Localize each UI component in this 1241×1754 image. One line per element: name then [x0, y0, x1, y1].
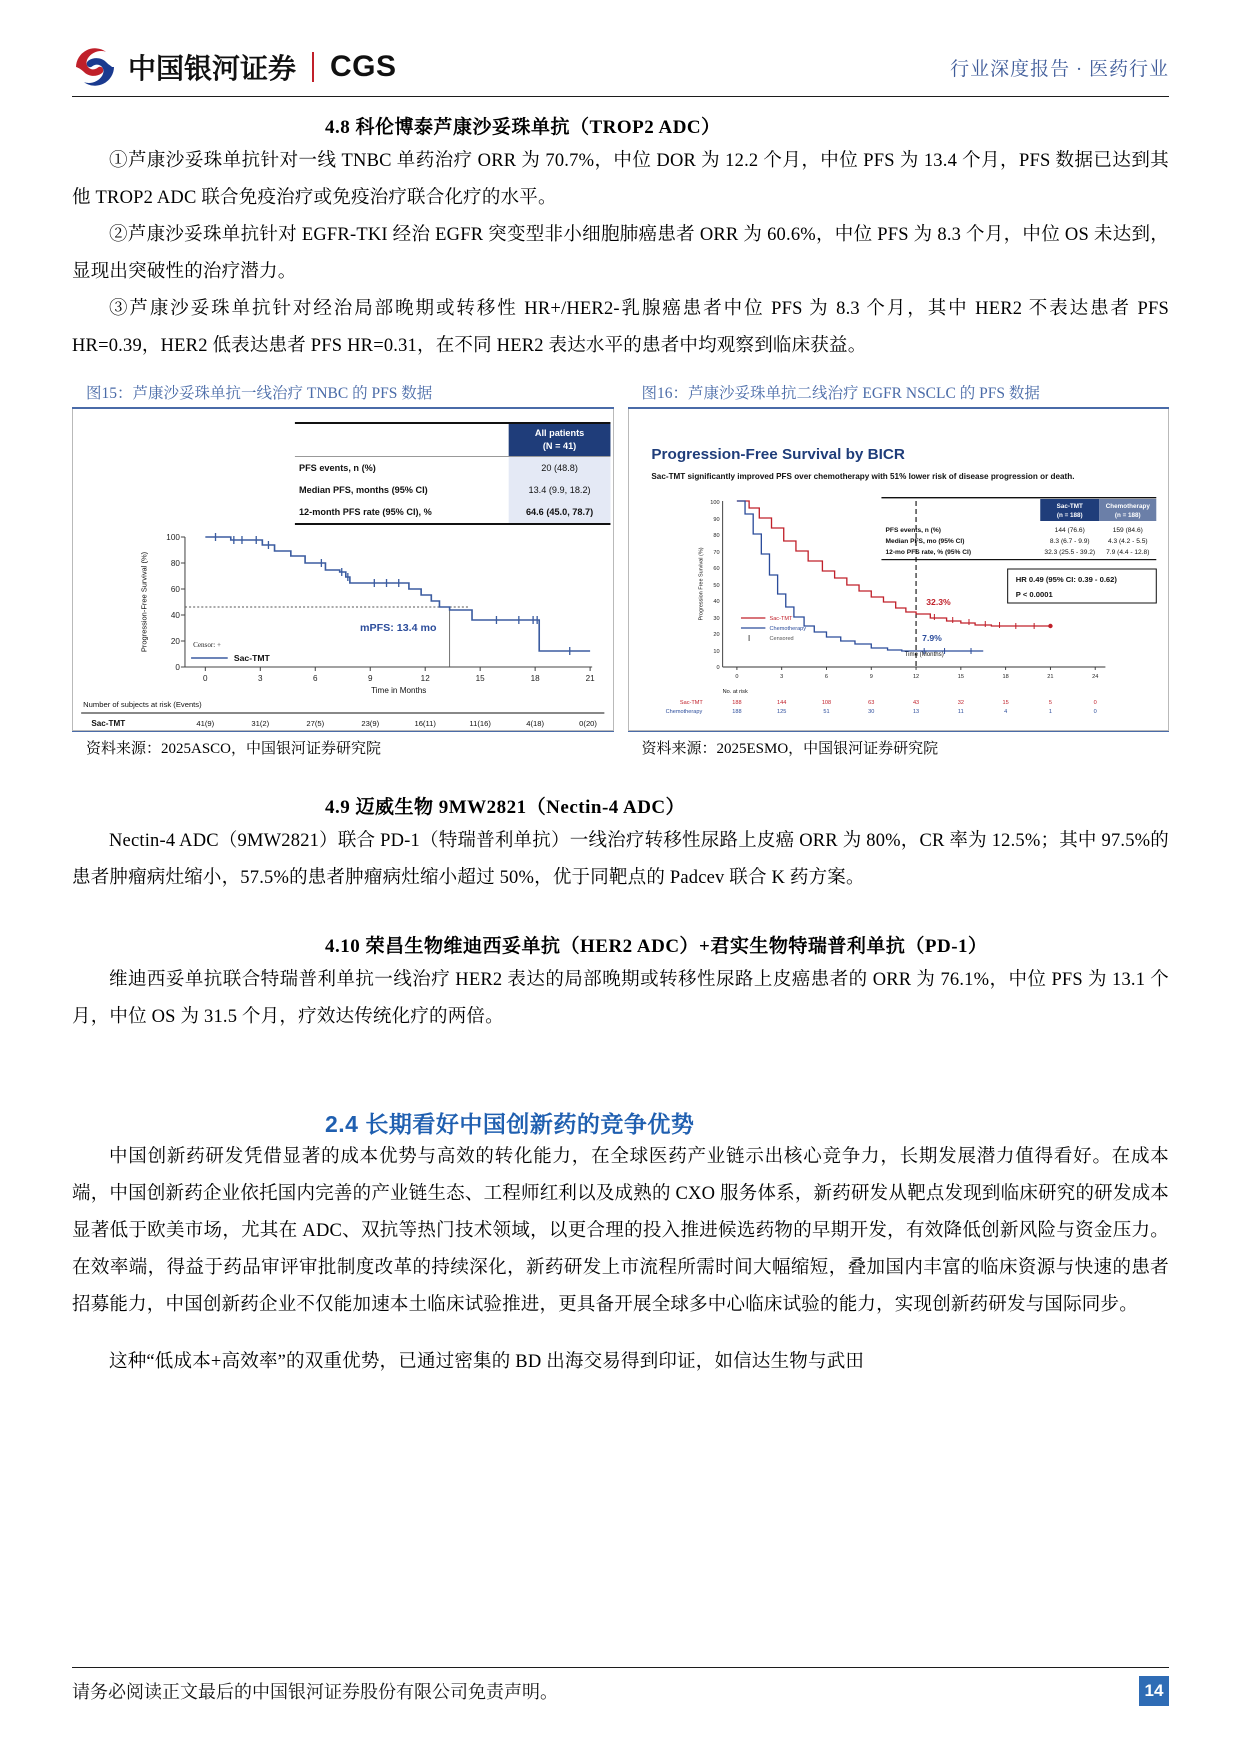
- fig16-legend-sactmt: Sac-TMT: [768, 616, 792, 622]
- spacer-before-2-4-b: [72, 1086, 1169, 1106]
- paragraph-2-4-1: 中国创新药研发凭借显著的成本优势与高效的转化能力，在全球医药产业链示出核心竞争力，长期发展潜力值得看好。在成本端，中国创新药企业依托国内完善的产业链生态、工程师红利以及成熟的 CXO 服务体系，新药研发从靶点发现到临床研究的研发成本显著低于欧美市场，尤其在 ADC、双抗等热门技术领域，以更合理的投入推进候选药物的早期开发，有效降低创新风险与资金压力。在效率端，得益于药品审评审批制度改革的持续深化，新药研发上市流程所需时间大幅缩短，叠加国内丰富的临床资源与快速的患者招募能力，中国创新药企业不仅能加速本土临床试验推进，更具备开展全球多中心临床试验的能力，实现创新药研发与国际同步。: [72, 1147, 1169, 1315]
- fig16-ytick-50: 50: [712, 583, 720, 589]
- fig15-table-colhead-l2: (N = 41): [542, 441, 577, 451]
- page-header: [72, 38, 1169, 96]
- fig15-ytick-0: 0: [175, 663, 180, 672]
- fig15-risk-v5: 11(16): [469, 719, 491, 728]
- fig16-row-1-v2: 4.3 (4.2 - 5.5): [1107, 538, 1148, 545]
- fig16-legend-censored: Censored: [768, 636, 794, 642]
- footer-divider: [72, 1667, 1169, 1668]
- fig15-ytick-80: 80: [170, 559, 180, 568]
- fig16-risk-r0-v8: 0: [1093, 700, 1097, 706]
- fig16-xtick-6: 6: [824, 674, 828, 680]
- section-heading-4-10: 4.10 荣昌生物维迪西妥单抗（HER2 ADC）+君实生物特瑞普利单抗（PD-1）: [325, 936, 988, 957]
- fig16-ytick-70: 70: [712, 550, 720, 556]
- paragraph-2-4-2: 这种“低成本+高效率”的双重优势，已通过密集的 BD 出海交易得到印证，如信达生物与武田: [109, 1352, 865, 1372]
- fig16-ytick-40: 40: [712, 599, 720, 605]
- fig16-xtick-24: 24: [1091, 674, 1098, 680]
- fig16-xtick-9: 9: [869, 674, 873, 680]
- fig16-risk-r1-v3: 30: [867, 709, 874, 715]
- fig16-annotation-323: 32.3%: [925, 597, 951, 607]
- fig15-risk-v0: 41(9): [196, 719, 215, 728]
- fig16-xtick-15: 15: [957, 674, 964, 680]
- fig16-risk-r0-v6: 15: [1002, 700, 1009, 706]
- fig16-risk-r1-v5: 11: [957, 709, 964, 715]
- fig15-ytick-100: 100: [166, 533, 180, 542]
- fig16-legend-chemo: Chemotherapy: [768, 626, 806, 632]
- fig15-legend-sactmt: Sac-TMT: [233, 653, 270, 663]
- paragraph-4-8-1: ①芦康沙妥珠单抗针对一线 TNBC 单药治疗 ORR 为 70.7%，中位 DOR 为 12.2 个月，中位 PFS 为 13.4 个月，PFS 数据已达到其他 TROP2 ADC 联合免疫治疗或免疫治疗联合化疗的水平。: [72, 151, 1169, 208]
- paragraph-4-8-3: ③芦康沙妥珠单抗针对经治局部晚期或转移性 HR+/HER2-乳腺癌患者中位 PFS 为 8.3 个月，其中 HER2 不表达患者 PFS HR=0.39，HER2 低表达患者 PFS HR=0.31，在不同 HER2 表达水平的患者中均观察到临床获益。: [72, 299, 1169, 356]
- galaxy-securities-logo-icon: [72, 44, 118, 90]
- fig16-row-1-label: Median PFS, mo (95% CI): [885, 538, 964, 545]
- fig15-xaxis-label: Time in Months: [371, 686, 427, 695]
- paragraph-4-9-1: Nectin-4 ADC（9MW2821）联合 PD-1（特瑞普利单抗）一线治疗转移性尿路上皮癌 ORR 为 80%，CR 率为 12.5%；其中 97.5%的患者肿瘤病灶缩小，57.5%的患者肿瘤病灶缩小超过 50%，优于同靶点的 Padcev 联合 K 药方案。: [72, 831, 1169, 888]
- brand-name-cn: 中国银河证券: [128, 53, 297, 84]
- fig16-risk-r0-v2: 108: [821, 700, 831, 706]
- fig15-row-0-value: 20 (48.8): [541, 463, 578, 473]
- section-heading-2-4: 2.4 长期看好中国创新药的竞争优势: [325, 1111, 695, 1137]
- fig16-risk-r0-v7: 5: [1048, 700, 1052, 706]
- fig15-risk-v3: 23(9): [361, 719, 380, 728]
- brand-divider: [312, 52, 314, 82]
- fig15-risk-v2: 27(5): [306, 719, 325, 728]
- fig16-ytick-20: 20: [712, 632, 720, 638]
- km-chart-tnbc: [73, 409, 613, 730]
- fig16-xtick-12: 12: [912, 674, 919, 680]
- fig15-risk-v1: 31(2): [251, 719, 270, 728]
- fig16-annotation-hr: HR 0.49 (95% CI: 0.39 - 0.62): [1015, 575, 1117, 584]
- fig15-ytick-40: 40: [170, 611, 180, 620]
- fig15-xtick-6: 6: [313, 674, 318, 683]
- fig16-ytick-30: 30: [712, 616, 720, 622]
- fig15-xtick-12: 12: [420, 674, 430, 683]
- fig16-colhead-1-l1: Sac-TMT: [1056, 503, 1083, 510]
- fig16-row-0-label: PFS events, n (%): [885, 527, 941, 534]
- fig16-ytick-60: 60: [712, 566, 720, 572]
- fig15-risk-v4: 16(11): [414, 719, 436, 728]
- fig16-ytick-100: 100: [709, 500, 720, 506]
- fig16-risk-r1-v1: 125: [776, 709, 786, 715]
- figure-15-source: 资料来源：2025ASCO，中国银河证券研究院: [72, 731, 614, 758]
- figure-16: [628, 379, 1170, 758]
- fig16-ytick-0: 0: [715, 665, 720, 671]
- fig16-row-0-v1: 144 (76.6): [1054, 527, 1085, 534]
- fig15-row-1-value: 13.4 (9.9, 18.2): [528, 485, 591, 495]
- spacer-before-2-4: [72, 1036, 1169, 1086]
- section-heading-4-9: 4.9 迈威生物 9MW2821（Nectin-4 ADC）: [325, 797, 686, 818]
- paragraph-4-10-1: 维迪西妥单抗联合特瑞普利单抗一线治疗 HER2 表达的局部晚期或转移性尿路上皮癌患者的 ORR 为 76.1%，中位 PFS 为 13.1 个月，中位 OS 为 31.5 个月，疗效达传统化疗的两倍。: [72, 970, 1169, 1027]
- brand-name-en: CGS: [330, 50, 397, 83]
- fig16-xtick-18: 18: [1002, 674, 1009, 680]
- figure-16-caption: 图16：芦康沙妥珠单抗二线治疗 EGFR NSCLC 的 PFS 数据: [628, 379, 1170, 409]
- figure-15: [72, 379, 614, 758]
- fig15-xtick-21: 21: [585, 674, 595, 683]
- fig16-subtitle: Sac-TMT significantly improved PFS over chemotherapy with 51% lower risk of disease progression or death.: [650, 472, 1074, 481]
- figure-15-body: [72, 409, 614, 731]
- fig15-yaxis-label: Progression-Free Survival (%): [139, 551, 149, 653]
- figure-15-caption: 图15：芦康沙妥珠单抗一线治疗 TNBC 的 PFS 数据: [72, 379, 614, 409]
- fig15-risk-row-label: Sac-TMT: [91, 719, 126, 728]
- fig16-xtick-21: 21: [1046, 674, 1054, 680]
- fig15-xtick-3: 3: [258, 674, 263, 683]
- fig16-risk-r0-v1: 144: [776, 700, 786, 706]
- fig15-annotation-mpfs: mPFS: 13.4 mo: [360, 622, 437, 634]
- header-report-label: 行业深度报告 · 医药行业: [950, 58, 1169, 80]
- fig15-risk-v7: 0(20): [579, 719, 597, 728]
- fig16-row-1-v1: 8.3 (6.7 - 9.9): [1049, 538, 1090, 545]
- fig16-risk-title: No. at risk: [722, 689, 748, 695]
- document-content: [72, 112, 1169, 1381]
- fig15-xtick-18: 18: [530, 674, 540, 683]
- fig16-colhead-2-l1: Chemotherapy: [1105, 503, 1150, 510]
- fig15-row-2-label: 12-month PFS rate (95% CI), %: [298, 507, 432, 517]
- fig16-risk-r1-v8: 0: [1093, 709, 1097, 715]
- figure-16-body: [628, 409, 1170, 731]
- fig16-risk-r1-v2: 51: [822, 709, 830, 715]
- brand-logo: [72, 44, 397, 90]
- section-heading-4-8: 4.8 科伦博泰芦康沙妥珠单抗（TROP2 ADC）: [325, 117, 721, 138]
- fig16-risk-row-0-label: Sac-TMT: [679, 700, 703, 706]
- figure-16-source: 资料来源：2025ESMO，中国银河证券研究院: [628, 731, 1170, 758]
- fig16-risk-r0-v5: 32: [957, 700, 964, 706]
- fig15-risk-v6: 4(18): [526, 719, 545, 728]
- spacer-before-4-10: [72, 897, 1169, 931]
- fig16-ytick-80: 80: [712, 533, 720, 539]
- fig15-xtick-9: 9: [367, 674, 373, 683]
- fig16-row-0-v2: 159 (84.6): [1112, 527, 1143, 534]
- fig16-row-2-v2: 7.9 (4.4 - 12.8): [1105, 549, 1149, 556]
- fig16-risk-r0-v3: 63: [867, 700, 874, 706]
- page-number-badge: 14: [1139, 1676, 1169, 1706]
- fig16-risk-r1-v6: 4: [1003, 709, 1007, 715]
- fig16-colhead-2-l2: (n = 188): [1114, 512, 1141, 519]
- fig16-colhead-1-l2: (n = 188): [1056, 512, 1083, 519]
- fig15-xtick-15: 15: [475, 674, 485, 683]
- page-footer: [72, 1676, 1169, 1706]
- fig16-risk-r1-v0: 188: [731, 709, 742, 715]
- fig16-risk-row-1-label: Chemotherapy: [665, 709, 702, 715]
- fig16-row-2-label: 12-mo PFS rate, % (95% CI): [885, 549, 971, 556]
- fig16-risk-r1-v4: 13: [912, 709, 919, 715]
- fig16-ytick-90: 90: [712, 517, 720, 523]
- fig15-row-1-label: Median PFS, months (95% CI): [298, 485, 428, 495]
- fig16-xtick-3: 3: [779, 674, 783, 680]
- header-divider: [72, 96, 1169, 97]
- figures-row: [72, 379, 1169, 758]
- km-chart-nsclc: [629, 409, 1169, 730]
- fig15-row-2-value: 64.6 (45.0, 78.7): [525, 507, 594, 517]
- fig16-xaxis-label: Time (Months): [904, 652, 944, 658]
- fig16-annotation-p: P < 0.0001: [1015, 590, 1053, 599]
- fig16-ytick-10: 10: [712, 649, 720, 655]
- fig16-risk-r0-v0: 188: [731, 700, 742, 706]
- fig15-censor-label: Censor: +: [193, 641, 222, 649]
- fig16-risk-r0-v4: 43: [912, 700, 919, 706]
- paragraph-4-8-2: ②芦康沙妥珠单抗针对 EGFR-TKI 经治 EGFR 突变型非小细胞肺癌患者 ORR 为 60.6%，中位 PFS 为 8.3 个月，中位 OS 未达到，显现出突破性的治疗潜力。: [72, 225, 1169, 282]
- fig16-xtick-0: 0: [734, 674, 738, 680]
- fig15-xtick-0: 0: [203, 674, 208, 683]
- fig16-row-2-v1: 32.3 (25.5 - 39.2): [1043, 549, 1095, 556]
- fig15-ytick-60: 60: [170, 585, 180, 594]
- footer-disclaimer: 请务必阅读正文最后的中国银河证券股份有限公司免责声明。: [72, 1682, 558, 1702]
- fig15-row-0-label: PFS events, n (%): [298, 463, 376, 473]
- fig16-risk-r1-v7: 1: [1048, 709, 1052, 715]
- fig16-title: Progression-Free Survival by BICR: [650, 446, 905, 463]
- spacer-mid-2-4: [72, 1324, 1169, 1344]
- fig16-yaxis-label: Progression Free Survival (%): [697, 547, 704, 621]
- fig15-ytick-20: 20: [170, 637, 180, 646]
- fig15-table-colhead-l1: All patients: [534, 428, 585, 438]
- fig15-risk-title: Number of subjects at risk (Events): [83, 700, 202, 709]
- fig16-annotation-79: 7.9%: [921, 633, 942, 643]
- spacer-after-figures: [72, 758, 1169, 792]
